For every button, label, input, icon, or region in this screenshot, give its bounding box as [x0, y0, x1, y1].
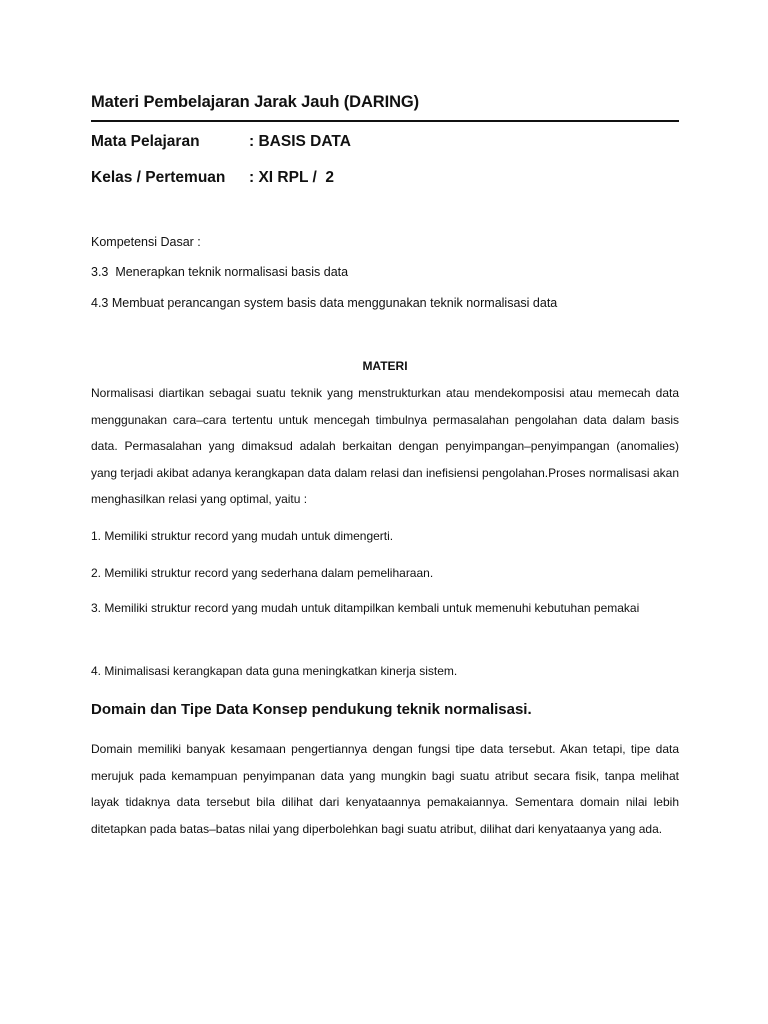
meta-label: Mata Pelajaran — [91, 133, 200, 150]
list-item: 1. Memiliki struktur record yang mudah untuk dimengerti. — [91, 529, 394, 543]
materi-paragraph: Normalisasi diartikan sebagai suatu teknik yang menstrukturkan atau mendekomposisi atau memecah data menggunakan cara–cara tertentu untuk mencegah timbulnya permasalahan pengolahan data dalam basis data. Permasalahan yang dimaksud adalah berkaitan dengan penyimpangan–penyimpangan (anomalies) yang terjadi akibat adanya kerangkapan data dalam relasi dan inefisiensi pengolahan.Proses normalisasi akan menghasilkan relasi yang optimal, yaitu : — [91, 386, 679, 507]
document-title: Materi Pembelajaran Jarak Jauh (DARING) — [91, 93, 420, 111]
kompetensi-label: Kompetensi Dasar : — [91, 235, 201, 249]
list-item: 3. Memiliki struktur record yang mudah untuk ditampilkan kembali untuk memenuhi kebutuhan pemakai — [91, 601, 640, 615]
meta-value: : BASIS DATA — [249, 133, 351, 150]
section-heading: Domain dan Tipe Data Konsep pendukung teknik normalisasi. — [91, 701, 532, 718]
list-item: 2. Memiliki struktur record yang sederhana dalam pemeliharaan. — [91, 566, 434, 580]
kompetensi-item: 3.3 Menerapkan teknik normalisasi basis data — [91, 265, 349, 279]
meta-row-class — [91, 169, 334, 187]
meta-label: Kelas / Pertemuan — [91, 169, 226, 186]
meta-value: : XI RPL / 2 — [249, 169, 334, 186]
materi-heading: MATERI — [362, 359, 408, 373]
list-item: 4. Minimalisasi kerangkapan data guna meningkatkan kinerja sistem. — [91, 664, 458, 678]
meta-row-subject — [91, 133, 351, 151]
section-paragraph: Domain memiliki banyak kesamaan pengertiannya dengan fungsi tipe data tersebut. Akan tetapi, tipe data merujuk pada kemampuan penyimpanan data yang mungkin bagi suatu atribut secara fisik, tanpa melihat layak tidaknya data tersebut bila dilihat dari kenyataannya pemakaiannya. Sementara domain nilai lebih ditetapkan pada batas–batas nilai yang diperbolehkan bagi suatu atribut, dilihat dari kenyataanya yang ada. — [91, 742, 679, 836]
title-divider — [91, 120, 679, 122]
kompetensi-item: 4.3 Membuat perancangan system basis data menggunakan teknik normalisasi data — [91, 296, 558, 310]
